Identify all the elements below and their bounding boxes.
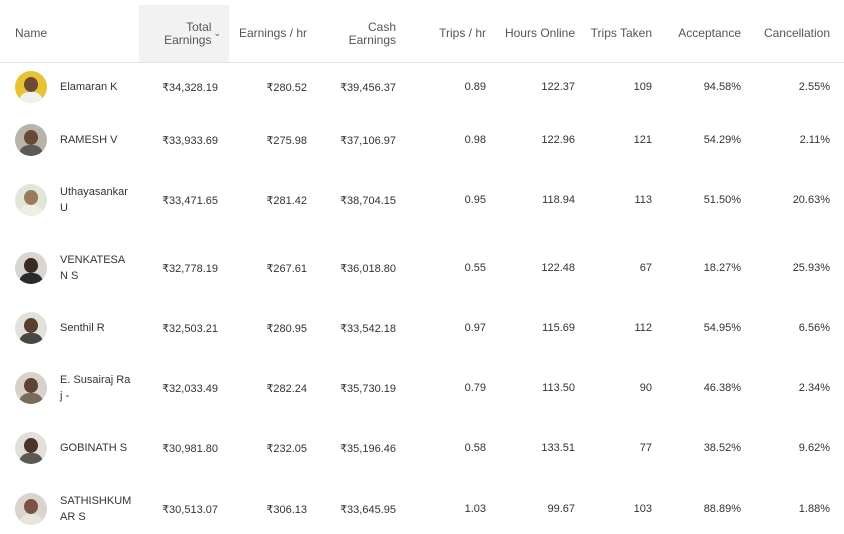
trips-taken-cell: 90: [639, 382, 652, 394]
column-header-total-earnings[interactable]: Total Earnings ⌄: [164, 19, 221, 47]
driver-name-cell[interactable]: Senthil R: [15, 303, 135, 353]
driver-name-cell[interactable]: VENKATESAN S: [15, 238, 135, 298]
cash-earnings-cell: ₹35,730.19: [340, 382, 396, 395]
cash-earnings-cell: ₹36,018.80: [340, 262, 396, 275]
acceptance-cell: 54.29%: [703, 134, 741, 146]
trips-hr-cell: 1.03: [464, 503, 486, 515]
earnings-hr-cell: ₹306.13: [266, 503, 307, 516]
earnings-hr-cell: ₹280.52: [266, 81, 307, 94]
acceptance-cell: 46.38%: [703, 382, 741, 394]
column-header-cancellation[interactable]: Cancellation: [763, 26, 830, 40]
acceptance-cell: 88.89%: [703, 503, 741, 515]
column-header-name[interactable]: Name: [15, 26, 48, 40]
trips-hr-cell: 0.55: [464, 262, 486, 274]
cancellation-cell: 25.93%: [792, 262, 830, 274]
avatar: [15, 252, 47, 284]
trips-hr-cell: 0.97: [464, 322, 486, 334]
driver-name-cell[interactable]: RAMESH V: [15, 115, 135, 165]
total-earnings-cell: ₹30,981.80: [162, 442, 218, 455]
cash-earnings-cell: ₹33,542.18: [340, 322, 396, 335]
acceptance-cell: 51.50%: [703, 194, 741, 206]
trips-taken-cell: 67: [639, 262, 652, 274]
cancellation-cell: 20.63%: [792, 194, 830, 206]
total-earnings-cell: ₹33,471.65: [162, 194, 218, 207]
hours-online-cell: 113.50: [542, 382, 575, 394]
trips-hr-cell: 0.89: [464, 81, 486, 93]
earnings-hr-cell: ₹282.24: [266, 382, 307, 395]
cash-earnings-cell: ₹39,456.37: [340, 81, 396, 94]
table-header: [0, 5, 844, 63]
avatar: [15, 493, 47, 525]
trips-taken-cell: 112: [634, 322, 652, 334]
hours-online-cell: 122.37: [541, 81, 575, 93]
table-row[interactable]: [0, 423, 844, 473]
driver-name-cell[interactable]: Elamaran K: [15, 62, 135, 112]
chevron-down-icon: ⌄: [213, 28, 221, 38]
table-row[interactable]: [0, 358, 844, 418]
trips-taken-cell: 121: [633, 134, 652, 146]
earnings-hr-cell: ₹281.42: [266, 194, 307, 207]
trips-taken-cell: 77: [639, 442, 652, 454]
earnings-hr-cell: ₹280.95: [266, 322, 307, 335]
earnings-hr-cell: ₹232.05: [266, 442, 307, 455]
cancellation-cell: 6.56%: [798, 322, 830, 334]
avatar: [15, 432, 47, 464]
avatar: [15, 312, 47, 344]
avatar: [15, 71, 47, 103]
driver-name-cell[interactable]: GOBINATH S: [15, 423, 135, 473]
avatar: [15, 372, 47, 404]
driver-name-cell[interactable]: SATHISHKUMAR S: [15, 484, 135, 534]
trips-hr-cell: 0.95: [464, 194, 486, 206]
trips-taken-cell: 109: [633, 81, 652, 93]
table-row[interactable]: [0, 484, 844, 534]
hours-online-cell: 122.48: [541, 262, 575, 274]
hours-online-cell: 122.96: [541, 134, 575, 146]
column-header-earnings-hr[interactable]: Earnings / hr: [238, 26, 307, 40]
cash-earnings-cell: ₹37,106.97: [340, 134, 396, 147]
column-header-trips-taken[interactable]: Trips Taken: [590, 26, 652, 40]
acceptance-cell: 18.27%: [703, 262, 741, 274]
cancellation-cell: 2.11%: [799, 134, 830, 146]
table-row[interactable]: [0, 303, 844, 353]
cancellation-cell: 2.55%: [798, 81, 830, 93]
trips-taken-cell: 113: [634, 194, 652, 206]
cash-earnings-cell: ₹33,645.95: [340, 503, 396, 516]
hours-online-cell: 118.94: [542, 194, 575, 206]
trips-hr-cell: 0.79: [464, 382, 486, 394]
cash-earnings-cell: ₹35,196.46: [340, 442, 396, 455]
cash-earnings-cell: ₹38,704.15: [340, 194, 396, 207]
column-header-hours-online[interactable]: Hours Online: [504, 26, 575, 40]
trips-hr-cell: 0.58: [464, 442, 486, 454]
total-earnings-cell: ₹33,933.69: [162, 134, 218, 147]
total-earnings-cell: ₹32,778.19: [162, 262, 218, 275]
column-header-cash-earnings[interactable]: Cash Earnings: [348, 19, 396, 47]
hours-online-cell: 115.69: [542, 322, 575, 334]
total-earnings-cell: ₹34,328.19: [162, 81, 218, 94]
table-row[interactable]: [0, 115, 844, 165]
column-header-acceptance[interactable]: Acceptance: [678, 26, 741, 40]
avatar: [15, 124, 47, 156]
driver-name-cell[interactable]: Uthayasankar U: [15, 170, 135, 230]
cancellation-cell: 2.34%: [798, 382, 830, 394]
table-row[interactable]: [0, 62, 844, 112]
avatar: [15, 184, 47, 216]
cancellation-cell: 1.88%: [798, 503, 830, 515]
hours-online-cell: 99.67: [547, 503, 575, 515]
column-header-trips-hr[interactable]: Trips / hr: [439, 26, 486, 40]
trips-taken-cell: 103: [633, 503, 652, 515]
driver-name-cell[interactable]: E. Susairaj Raj -: [15, 358, 135, 418]
hours-online-cell: 133.51: [541, 442, 575, 454]
table-row[interactable]: [0, 170, 844, 230]
table-row[interactable]: [0, 238, 844, 298]
acceptance-cell: 54.95%: [703, 322, 741, 334]
acceptance-cell: 38.52%: [703, 442, 741, 454]
earnings-hr-cell: ₹267.61: [266, 262, 307, 275]
acceptance-cell: 94.58%: [703, 81, 741, 93]
cancellation-cell: 9.62%: [798, 442, 830, 454]
total-earnings-cell: ₹30,513.07: [162, 503, 218, 516]
earnings-hr-cell: ₹275.98: [266, 134, 307, 147]
total-earnings-cell: ₹32,033.49: [162, 382, 218, 395]
trips-hr-cell: 0.98: [464, 134, 486, 146]
total-earnings-cell: ₹32,503.21: [162, 322, 218, 335]
